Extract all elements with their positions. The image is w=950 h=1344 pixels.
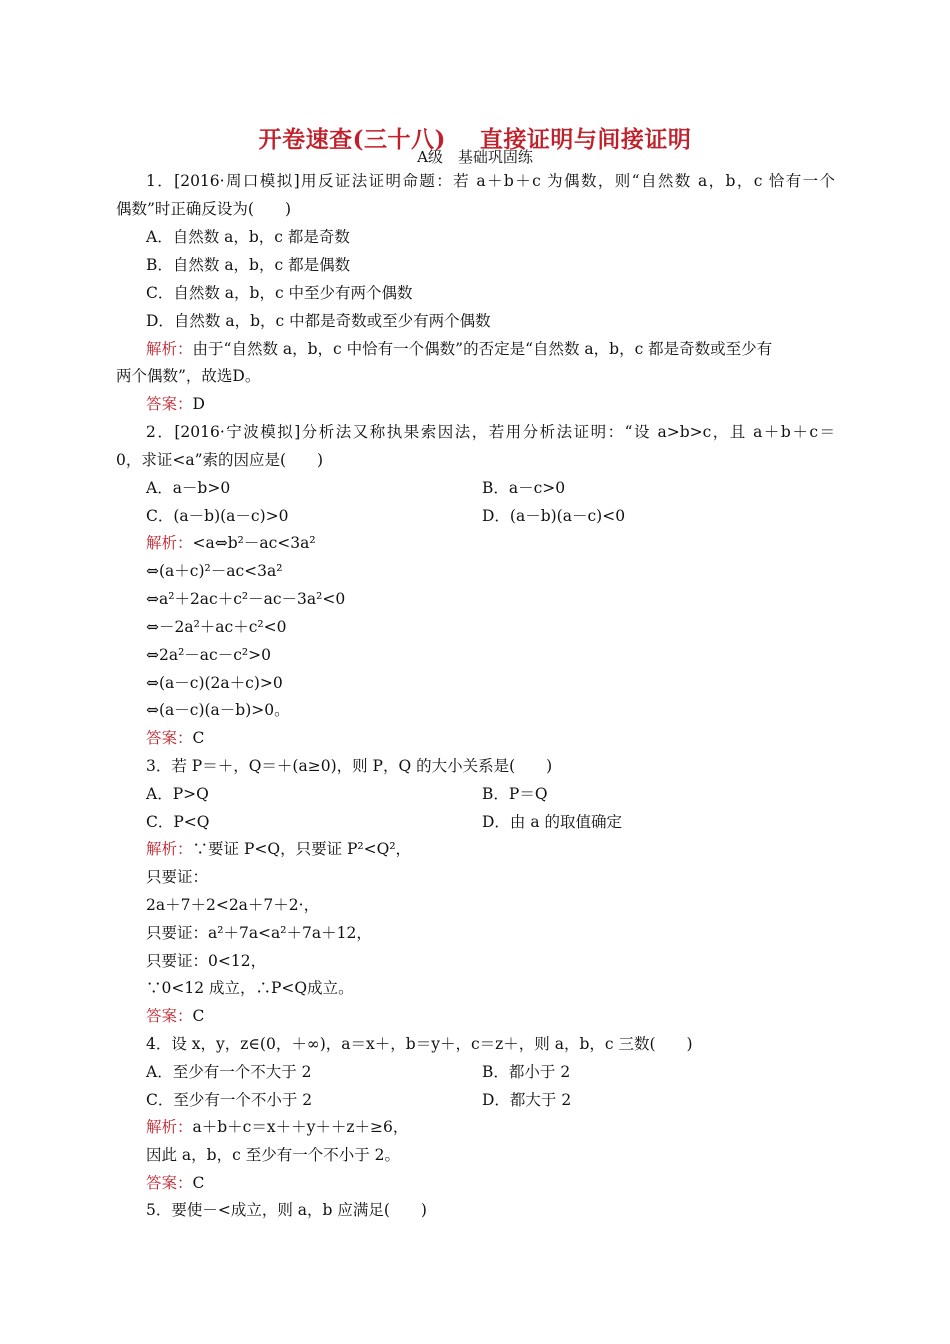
q1-option-b: B．自然数 a，b，c 都是偶数	[146, 256, 351, 274]
q1-stem-line1: 1．[2016·周口模拟]用反证法证明命题：若 a＋b＋c 为偶数，则“自然数 a，b，c 恰有一个	[146, 172, 835, 190]
q3-option-c: C．P<Q	[146, 813, 210, 831]
q4-option-d: D．都大于 2	[482, 1091, 572, 1109]
answer-label: 答案：	[146, 1174, 193, 1192]
answer-label: 答案：	[146, 729, 193, 747]
q3-step-1: 只要证：	[146, 868, 209, 886]
q2-step-4: ⇔2a²－ac－c²>0	[146, 646, 271, 664]
q4-answer: 答案：C	[146, 1174, 205, 1192]
answer-label: 答案：	[146, 395, 193, 413]
q3-step-4: 只要证：0<12，	[146, 952, 267, 970]
q5-stem: 5．要使－<成立，则 a，b 应满足( )	[146, 1201, 427, 1219]
q1-analysis: 解析：由于“自然数 a，b，c 中恰有一个偶数”的否定是“自然数 a，b，c 都是奇数或至少有	[146, 340, 773, 358]
analysis-label: 解析：	[146, 1118, 193, 1136]
q1-option-c: C．自然数 a，b，c 中至少有两个偶数	[146, 284, 413, 302]
answer-label: 答案：	[146, 1007, 193, 1025]
q3-option-d: D．由 a 的取值确定	[482, 813, 623, 831]
title-sub: 直接证明与间接证明	[479, 126, 692, 153]
analysis-label: 解析：	[146, 840, 193, 858]
q1-answer: 答案：D	[146, 395, 205, 413]
q4-step-1: 因此 a，b，c 至少有一个不小于 2。	[146, 1146, 400, 1164]
q3-option-a: A．P>Q	[146, 785, 209, 803]
q2-answer: 答案：C	[146, 729, 205, 747]
q2-option-a: A．a－b>0	[146, 479, 231, 497]
q4-option-c: C．至少有一个不小于 2	[146, 1091, 313, 1109]
q2-option-c: C．(a－b)(a－c)>0	[146, 507, 289, 525]
q4-stem: 4．设 x，y，z∈(0，＋∞)，a＝x＋，b＝y＋，c＝z＋，则 a，b，c 三数( )	[146, 1035, 693, 1053]
q2-step-3: ⇔－2a²＋ac＋c²<0	[146, 618, 287, 636]
title-main: 开卷速查(三十八)	[258, 126, 446, 153]
q1-option-a: A．自然数 a，b，c 都是奇数	[146, 228, 350, 246]
q2-stem-line2: 0，求证<a”索的因应是( )	[116, 451, 324, 469]
q2-analysis: 解析：<a⇔b²－ac<3a²	[146, 534, 316, 552]
q3-step-2: 2a＋7＋2<2a＋7＋2·，	[146, 896, 320, 914]
q2-step-2: ⇔a²＋2ac＋c²－ac－3a²<0	[146, 590, 346, 608]
q2-stem-line1: 2．[2016·宁波模拟]分析法又称执果索因法，若用分析法证明：“设 a>b>c，且 a＋b＋c＝	[146, 423, 835, 441]
q1-option-d: D．自然数 a，b，c 中都是奇数或至少有两个偶数	[146, 312, 491, 330]
q3-step-3: 只要证：a²＋7a<a²＋7a＋12，	[146, 924, 372, 942]
q4-option-b: B．都小于 2	[482, 1063, 571, 1081]
q3-stem: 3．若 P＝＋，Q＝＋(a≥0)，则 P，Q 的大小关系是( )	[146, 757, 553, 775]
q2-step-5: ⇔(a－c)(2a＋c)>0	[146, 674, 283, 692]
q1-stem-line2: 偶数”时正确反设为( )	[116, 200, 292, 218]
q3-step-5: ∵0<12 成立，∴P<Q成立。	[146, 979, 354, 997]
q3-answer: 答案：C	[146, 1007, 205, 1025]
level-heading: A级 基础巩固练	[417, 148, 533, 166]
q2-step-6: ⇔(a－c)(a－b)>0。	[146, 701, 290, 719]
q2-option-d: D．(a－b)(a－c)<0	[482, 507, 626, 525]
q3-analysis: 解析：∵要证 P<Q，只要证 P²<Q²，	[146, 840, 412, 858]
analysis-label: 解析：	[146, 340, 193, 358]
q1-analysis-line2: 两个偶数”，故选D。	[116, 367, 261, 385]
q2-step-1: ⇔(a＋c)²－ac<3a²	[146, 562, 283, 580]
q4-analysis: 解析：a＋b＋c＝x＋＋y＋＋z＋≥6，	[146, 1118, 409, 1136]
q3-option-b: B．P＝Q	[482, 785, 548, 803]
analysis-label: 解析：	[146, 534, 193, 552]
q2-option-b: B．a－c>0	[482, 479, 566, 497]
q4-option-a: A．至少有一个不大于 2	[146, 1063, 312, 1081]
